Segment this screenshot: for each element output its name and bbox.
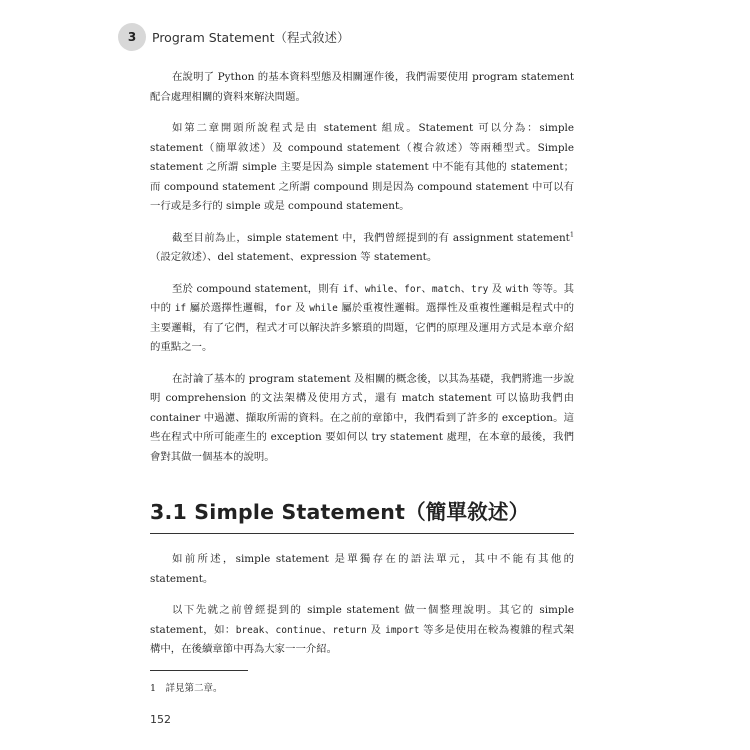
separator: 、 bbox=[421, 282, 432, 295]
paragraph-section-detail-lead: 以下先就之前曾經提到的 simple statement 做一個整理說明。其它的 simple statement，如： bbox=[150, 604, 574, 636]
footnote-divider bbox=[150, 670, 248, 671]
paragraph-compound-tail1: 等等。其中的 bbox=[150, 282, 574, 314]
separator: 、 bbox=[393, 282, 405, 295]
paragraph-simple-statements-cont: （設定敘述）、del statement、expression 等 statement。 bbox=[150, 251, 438, 263]
footnote-marker: 1 bbox=[569, 230, 574, 239]
separator: 、 bbox=[354, 282, 365, 295]
paragraph-chapter-overview: 在討論了基本的 program statement 及相關的概念後，以其為基礎，我們將進一步說明 comprehension 的文法架構及使用方式，還有 match statement 可以協助我們由 container 中過濾、擷取所需的資料。在之前的章節中，我們看到了許多的 exception。這些在程式中所可能產生的 exception 要如何以 try statement 處理，在本章的最後，我們會對其做一個基本的說明。 bbox=[150, 372, 574, 463]
paragraph-intro: 在說明了 Python 的基本資料型態及相關運作後，我們需要使用 program statement 配合處理相關的資料來解決問題。 bbox=[150, 71, 574, 103]
page-body bbox=[150, 68, 574, 672]
chapter-title: Program Statement（程式敘述） bbox=[152, 30, 350, 45]
keyword-import: import bbox=[385, 624, 420, 636]
keyword-try: try bbox=[471, 283, 489, 295]
keyword-if: if bbox=[342, 283, 355, 295]
keyword-if: if bbox=[174, 303, 187, 314]
section-divider bbox=[150, 533, 574, 534]
paragraph-section-detail-tail: 等多是使用在較為複雜的程式架構中，在後續章節中再為大家一一介紹。 bbox=[150, 623, 574, 655]
separator: 、 bbox=[321, 623, 333, 636]
keyword-while: while bbox=[364, 283, 394, 295]
footnote: 1 詳見第二章。 bbox=[150, 683, 223, 694]
separator: 、 bbox=[460, 282, 472, 295]
keyword-while: while bbox=[309, 303, 338, 314]
separator: 、 bbox=[264, 623, 276, 636]
paragraph-section-intro: 如前所述，simple statement 是單獨存在的語法單元，其中不能有其他的 statement。 bbox=[150, 553, 574, 585]
keyword-for: for bbox=[404, 283, 422, 295]
keyword-continue: continue bbox=[275, 624, 322, 636]
paragraph-section-detail bbox=[150, 601, 574, 660]
paragraph-statement-types: 如第二章開頭所說程式是由 statement 組成。Statement 可以分為：simple statement（簡單敘述）及 compound statement（複合敘述）等兩種型式。Simple statement 之所謂 simple 主要是因為 simple statement 中不能有其他的 statement；而 compound statement 之所謂 compound 則是因為 compound statement 中可以有一行或是多行的 simple 或是 compound statement。 bbox=[150, 122, 574, 212]
conjunction: 及 bbox=[491, 282, 503, 295]
paragraph-compound-tail2: 屬於選擇性邏輯， bbox=[189, 302, 275, 314]
chapter-number-badge: 3 bbox=[118, 23, 146, 51]
conjunction: 及 bbox=[295, 302, 306, 314]
paragraph-compound-statements bbox=[150, 280, 574, 358]
keyword-for: for bbox=[274, 303, 292, 314]
keyword-break: break bbox=[235, 624, 265, 636]
keyword-return: return bbox=[332, 624, 367, 636]
chapter-header bbox=[118, 22, 350, 52]
paragraph-simple-statements bbox=[150, 229, 574, 268]
paragraph-simple-statements-text: 截至目前為止，simple statement 中，我們曾經提到的有 assignment statement bbox=[172, 231, 570, 244]
page-number: 152 bbox=[150, 713, 171, 726]
section-heading: 3.1 Simple Statement（簡單敘述） bbox=[150, 500, 530, 524]
keyword-match: match bbox=[431, 283, 461, 295]
paragraph-compound-tail3: 屬於重複性邏輯。選擇性及重複性邏輯是程式中的主要邏輯，有了它們，程式才可以解決許多繁瑣的問題，它們的原理及運用方式是本章介紹的重點之一。 bbox=[150, 302, 575, 353]
paragraph-compound-lead: 至於 compound statement，則有 bbox=[172, 282, 340, 295]
conjunction: 及 bbox=[370, 623, 382, 636]
keyword-with: with bbox=[505, 283, 529, 295]
